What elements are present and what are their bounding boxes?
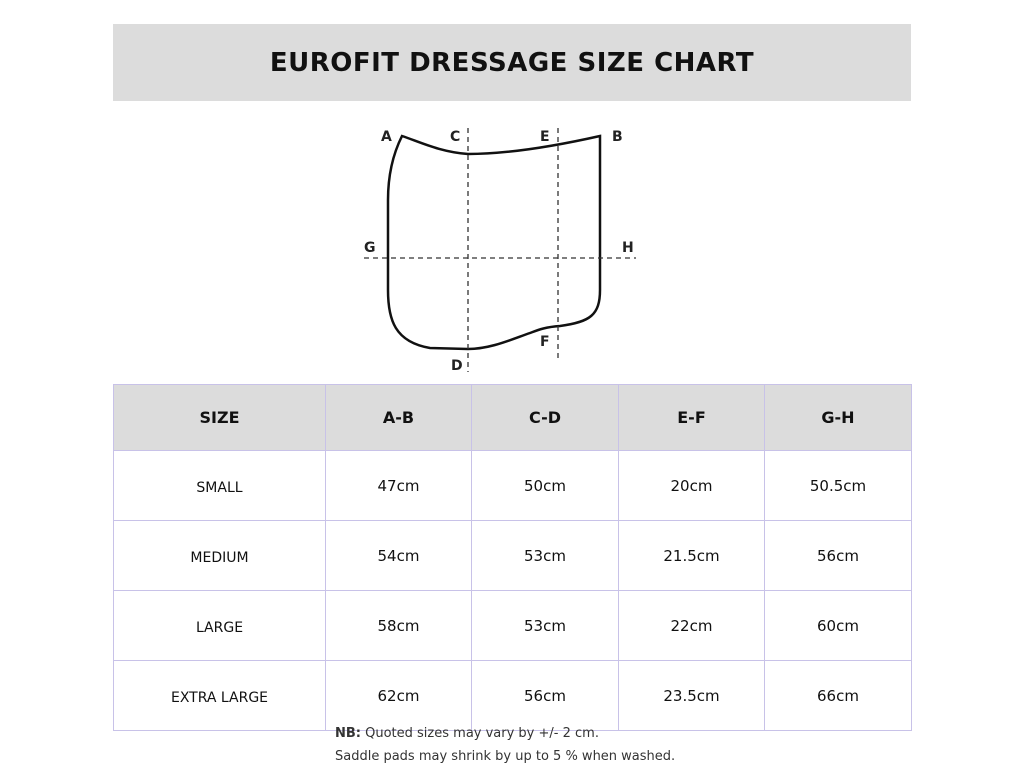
size-cell: MEDIUM [114,521,326,591]
cell: 50.5cm [765,451,912,521]
cell: 66cm [765,661,912,731]
cell: 56cm [472,661,619,731]
note-line-2: Saddle pads may shrink by up to 5 % when washed. [335,749,676,764]
cell: 23.5cm [619,661,765,731]
cell: 56cm [765,521,912,591]
nb-label: NB: [335,726,361,741]
page-title: EUROFIT DRESSAGE SIZE CHART [113,24,911,101]
table-row [114,451,912,521]
size-table [113,384,912,731]
label-c: C [450,129,461,145]
cell: 53cm [472,591,619,661]
cell: 60cm [765,591,912,661]
label-b: B [612,129,623,145]
label-f: F [540,334,550,350]
cell: 20cm [619,451,765,521]
size-cell: LARGE [114,591,326,661]
cell: 62cm [326,661,472,731]
size-cell: EXTRA LARGE [114,661,326,731]
note-line-1: Quoted sizes may vary by +/- 2 cm. [361,726,599,741]
header-a-b: A-B [326,385,472,451]
cell: 21.5cm [619,521,765,591]
cell: 58cm [326,591,472,661]
table-row [114,521,912,591]
label-e: E [540,129,550,145]
cell: 22cm [619,591,765,661]
cell: 50cm [472,451,619,521]
label-d: D [451,358,463,374]
saddle-pad-outline [388,136,600,349]
cell: 54cm [326,521,472,591]
label-a: A [381,129,392,145]
header-c-d: C-D [472,385,619,451]
table-row [114,661,912,731]
cell: 53cm [472,521,619,591]
notes [335,722,675,768]
header-size: SIZE [114,385,326,451]
header-e-f: E-F [619,385,765,451]
label-h: H [622,240,634,256]
label-g: G [364,240,376,256]
size-cell: SMALL [114,451,326,521]
cell: 47cm [326,451,472,521]
table-row [114,591,912,661]
header-g-h: G-H [765,385,912,451]
table-header-row [114,385,912,451]
